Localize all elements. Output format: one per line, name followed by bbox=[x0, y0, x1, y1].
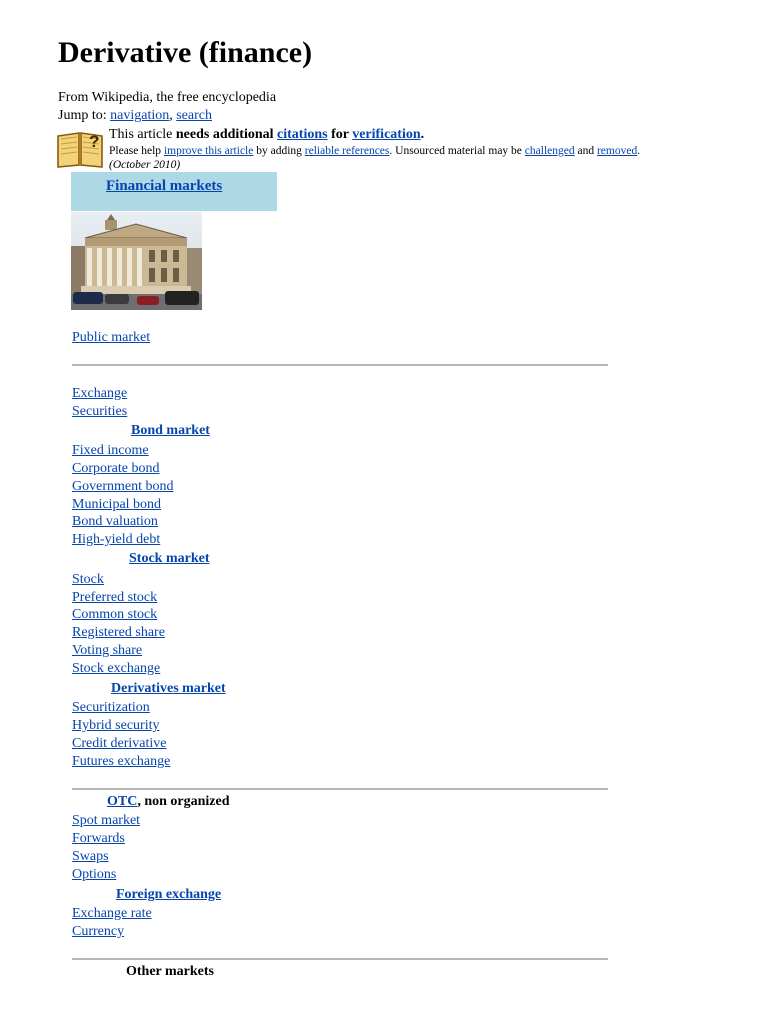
challenged-link[interactable]: challenged bbox=[524, 145, 575, 157]
citations-link[interactable]: citations bbox=[277, 127, 328, 142]
jump-search-link[interactable]: search bbox=[176, 108, 212, 123]
financial-markets-link[interactable]: Financial markets bbox=[106, 178, 223, 194]
stock-exchange-photo[interactable] bbox=[71, 212, 202, 310]
jump-to bbox=[58, 107, 212, 125]
public-market-link[interactable]: Public market bbox=[72, 330, 151, 345]
book-icon bbox=[55, 127, 105, 169]
sidebar-link-swaps[interactable]: Swaps bbox=[72, 849, 109, 864]
sidebar-link-corporate-bond[interactable]: Corporate bond bbox=[72, 461, 160, 476]
improve-article-link[interactable]: improve this article bbox=[163, 145, 254, 157]
sidebar-link-exchange-rate[interactable]: Exchange rate bbox=[72, 906, 152, 921]
ambox-text-4: . bbox=[420, 127, 425, 142]
sidebar-link-credit-derivative[interactable]: Credit derivative bbox=[72, 736, 167, 751]
sidebar-link-futures-exchange[interactable]: Futures exchange bbox=[72, 754, 171, 769]
otc-heading bbox=[107, 793, 230, 810]
sidebar-link-voting-share[interactable]: Voting share bbox=[72, 643, 143, 658]
ambox-help-5: . bbox=[637, 145, 641, 157]
sidebar-link-common-stock[interactable]: Common stock bbox=[72, 607, 158, 622]
derivatives-market-heading[interactable]: Derivatives market bbox=[111, 681, 226, 696]
ambox-help-1: Please help bbox=[109, 145, 164, 157]
jump-label: Jump to: bbox=[58, 108, 111, 123]
jump-navigation-link[interactable]: navigation bbox=[110, 108, 170, 123]
svg-text:?: ? bbox=[89, 132, 100, 151]
foreign-exchange-heading[interactable]: Foreign exchange bbox=[116, 887, 222, 902]
sidebar-link-stock[interactable]: Stock bbox=[72, 572, 104, 587]
sidebar-link-forwards[interactable]: Forwards bbox=[72, 831, 125, 846]
ambox-text-2: needs additional bbox=[175, 127, 278, 142]
ambox-help bbox=[109, 144, 640, 158]
ambox-help-3: . Unsourced material may be bbox=[389, 145, 525, 157]
sidebar-link-options[interactable]: Options bbox=[72, 867, 117, 882]
sidebar-link-government-bond[interactable]: Government bond bbox=[72, 479, 174, 494]
tagline: From Wikipedia, the free encyclopedia bbox=[58, 90, 277, 105]
sidebar-link-bond-valuation[interactable]: Bond valuation bbox=[72, 514, 158, 529]
sidebar-link-securitization[interactable]: Securitization bbox=[72, 700, 150, 715]
sidebar-link-currency[interactable]: Currency bbox=[72, 924, 125, 939]
bond-market-heading[interactable]: Bond market bbox=[131, 423, 210, 438]
reliable-references-link[interactable]: reliable references bbox=[304, 145, 390, 157]
otc-link[interactable]: OTC bbox=[107, 794, 138, 809]
section-divider bbox=[72, 364, 608, 366]
ambox-help-2: by adding bbox=[253, 145, 305, 157]
sidebar-link-preferred-stock[interactable]: Preferred stock bbox=[72, 590, 158, 605]
sidebar-link-securities[interactable]: Securities bbox=[72, 404, 128, 419]
sidebar-link-spot-market[interactable]: Spot market bbox=[72, 813, 141, 828]
sidebar-link-high-yield-debt[interactable]: High-yield debt bbox=[72, 532, 161, 547]
ambox-help-4: and bbox=[574, 145, 597, 157]
sidebar-link-registered-share[interactable]: Registered share bbox=[72, 625, 165, 640]
ambox-text-1: This article bbox=[109, 127, 176, 142]
jump-separator: , bbox=[169, 108, 177, 123]
ambox-text-3: for bbox=[327, 127, 353, 142]
section-divider bbox=[72, 958, 608, 960]
sidebar-link-fixed-income[interactable]: Fixed income bbox=[72, 443, 149, 458]
removed-link[interactable]: removed bbox=[596, 145, 638, 157]
page-title: Derivative (finance) bbox=[58, 36, 313, 69]
sidebar-link-stock-exchange[interactable]: Stock exchange bbox=[72, 661, 161, 676]
other-markets-heading: Other markets bbox=[126, 964, 214, 979]
sidebar-link-municipal-bond[interactable]: Municipal bond bbox=[72, 497, 162, 512]
ambox-date: (October 2010) bbox=[109, 159, 181, 171]
section-divider bbox=[72, 788, 608, 790]
stock-market-heading[interactable]: Stock market bbox=[129, 551, 210, 566]
sidebar-link-hybrid-security[interactable]: Hybrid security bbox=[72, 718, 160, 733]
verification-link[interactable]: verification bbox=[352, 127, 421, 142]
sidebar-header bbox=[71, 172, 277, 211]
otc-heading-text: , non organized bbox=[137, 794, 230, 809]
ambox-message bbox=[109, 126, 424, 144]
sidebar-link-exchange[interactable]: Exchange bbox=[72, 386, 128, 401]
